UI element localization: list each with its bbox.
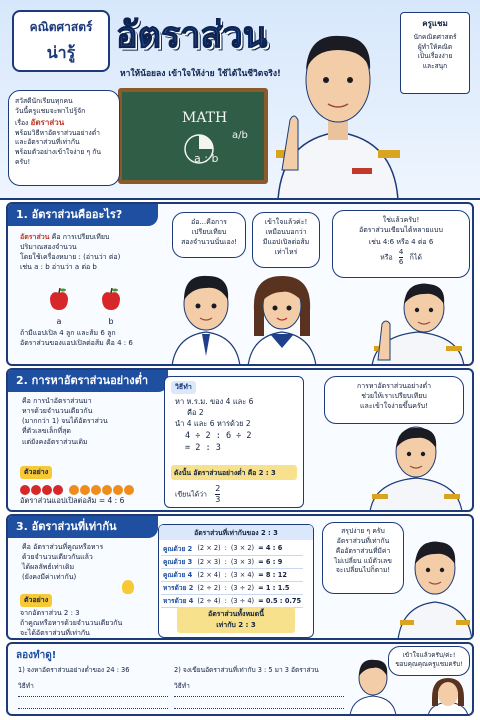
orange-icon [124, 485, 134, 495]
board-formula-2: a/b [232, 130, 248, 141]
s2-step-3: นำ 4 และ 6 หารด้วย 2 [175, 418, 251, 428]
intro-line-4: พร้อมวิธีหาอัตราส่วนอย่างต่ำ [15, 128, 100, 137]
s3-example-tag: ตัวอย่าง [20, 594, 52, 607]
s1-teacher-bubble [332, 210, 470, 278]
ratio-op-cell: หารด้วย 2 [163, 584, 194, 592]
kids-girl-illustration [426, 676, 470, 716]
s2-teacher-illustration [364, 424, 468, 512]
s2-def-1: คือ การนำอัตราส่วนมา [22, 397, 92, 405]
intro-line-2: วันนี้ครูแชมจะพาไปรู้จัก [15, 106, 86, 115]
colon-cell: : [224, 557, 227, 566]
s2-def-2: หารด้วยจำนวนเดียวกัน [22, 407, 93, 416]
s1-example: เช่น a : b อ่านว่า a ต่อ b [20, 263, 97, 272]
intro-line-3: เรื่อง [15, 118, 29, 127]
ratio-op-cell: คูณด้วย 4 [163, 571, 193, 579]
s3-teacher-bubble-3: คืออัตราส่วนที่มีค่า [335, 546, 391, 555]
section-2-panel [6, 368, 474, 512]
s2-method-tag: วิธีทำ [171, 381, 196, 394]
intro-bubble [8, 90, 120, 186]
s3-summary [177, 607, 295, 633]
s1-teacher-illustration [368, 280, 468, 366]
fraction-numerator: 4 [398, 248, 404, 257]
section-1-panel [6, 202, 474, 366]
s1-teacher-bubble-2: อัตราส่วนเขียนได้หลายแบบ [359, 226, 443, 235]
label-a: a [56, 317, 62, 326]
ratio-left-cell: (2 × 3) [197, 557, 221, 566]
s3-teacher-illustration [396, 528, 474, 640]
orange-icon [102, 485, 112, 495]
intro-line-5: และอัตราส่วนที่เท่ากัน [15, 138, 80, 147]
answer-line-1b[interactable] [18, 708, 168, 709]
s3-table-box [158, 524, 314, 638]
s3-ex-3: จะได้อัตราส่วนที่เท่ากัน [20, 629, 90, 638]
s1-girl-bubble-3: มีแอปเปิลต่อส้ม [262, 238, 310, 247]
colon-cell: : [224, 544, 227, 553]
teacher-desc-2: เป็นเรื่องง่าย [417, 52, 453, 61]
s3-table-title: อัตราส่วนที่เท่ากันของ 2 : 3 [159, 525, 313, 540]
s1-teacher-ex-2-pre: หรือ [380, 253, 393, 262]
student-boy-illustration [168, 266, 244, 366]
s3-teacher-bubble-5: จะเปลี่ยนไปก็ตาม! [335, 566, 391, 575]
lightbulb-icon [122, 580, 134, 594]
section-1-title: 1. อัตราส่วนคืออะไร? [8, 204, 158, 226]
s2-steps [175, 397, 299, 454]
ratio-result-cell: = 4 : 6 [258, 544, 283, 553]
s3-example [20, 608, 160, 638]
colon-cell: : [224, 570, 227, 579]
teacher-name: ครูแชม [422, 19, 448, 28]
s1-def-3: โดยใช้เครื่องหมาย : (อ่านว่า ต่อ) [20, 253, 121, 262]
apple-icon [53, 485, 63, 495]
equivalent-ratio-table [161, 542, 303, 608]
s1-definition [20, 232, 160, 273]
s3-def-3: ได้ผลลัพธ์เท่าเดิม [22, 563, 75, 572]
s2-example-result: อัตราส่วนแอปเปิลต่อส้ม = 4 : 6 [20, 496, 125, 505]
s2-fraction-label: เขียนได้ว่า [175, 490, 207, 499]
chalkboard [118, 88, 268, 184]
ratio-result-cell: = 8 : 12 [258, 570, 287, 579]
s1-apple-ex-2: อัตราส่วนของแอปเปิลต่อส้ม คือ 4 : 6 [20, 339, 133, 348]
s1-def-2: ปริมาณสองจำนวน [20, 243, 77, 252]
kids-illustration [348, 652, 398, 716]
ratio-op-cell: คูณด้วย 2 [163, 544, 193, 553]
ratio-right-cell: (3 ÷ 2) [230, 583, 255, 592]
section-2-title: 2. การหาอัตราส่วนอย่างต่ำ [8, 370, 168, 392]
intro-topic: อัตราส่วน [30, 117, 65, 127]
ratio-result-cell: = 0.5 : 0.75 [258, 596, 302, 605]
ratio-left-cell: (2 × 2) [197, 544, 221, 553]
s1-boy-bubble-1: อ๋อ...คือการ [191, 218, 227, 226]
orange-icon [80, 485, 90, 495]
colon-cell: : [224, 596, 227, 605]
s1-girl-bubble-4: เท่าไหร่ [274, 248, 298, 257]
s3-summary-1: อัตราส่วนทั้งหมดนี้ [207, 610, 265, 618]
page-title: อัตราส่วน [116, 15, 268, 56]
kids-bubble-2: ขอบคุณคุณครูแชมครับ! [395, 660, 463, 669]
teacher-desc-3: และสนุก [422, 61, 448, 70]
practice-method-2: วิธีทำ [174, 682, 190, 690]
ratio-left-cell: (2 ÷ 2) [197, 583, 221, 592]
practice-q1: 1) จงหาอัตราส่วนอย่างต่ำของ 24 : 36 [18, 666, 130, 674]
answer-line-1a[interactable] [18, 696, 168, 697]
ratio-right-cell: (3 × 3) [230, 557, 255, 566]
s2-def-4: ที่ตัวเลขเล็กที่สุด [22, 427, 71, 436]
s2-lowest-ratio: ดังนั้น อัตราส่วนอย่างต่ำ คือ 2 : 3 [171, 465, 297, 480]
s2-teacher-bubble-1: การหาอัตราส่วนอย่างต่ำ [356, 382, 432, 390]
teacher-info-box [400, 12, 470, 94]
teacher-role: นักคณิตศาสตร์ [413, 33, 457, 41]
apple-a [48, 288, 70, 328]
teacher-desc-1: ผู้ทำให้คณิต [417, 42, 453, 51]
colon-cell: : [224, 583, 227, 592]
apple-icon [48, 288, 70, 312]
apple-icon [31, 485, 41, 495]
s1-boy-bubble [172, 212, 246, 258]
s2-step-4: 4 ÷ 2 : 6 ÷ 2 [185, 430, 252, 441]
s3-teacher-bubble-2: อัตราส่วนที่เท่ากัน [336, 536, 390, 545]
s3-ex-1: จากอัตราส่วน 2 : 3 [20, 609, 80, 617]
ratio-right-cell: (3 × 4) [230, 570, 255, 579]
s1-term: อัตราส่วน [20, 233, 50, 241]
s3-definition [22, 542, 146, 583]
s2-fraction [215, 485, 220, 504]
s3-def-2: ด้วยจำนวนเดียวกันแล้ว [22, 553, 93, 562]
s2-teacher-bubble-3: และเข้าใจง่ายขึ้นครับ! [360, 402, 428, 411]
orange-icon [69, 485, 79, 495]
table-row [161, 555, 303, 568]
badge-line-2: น่ารู้ [46, 43, 76, 62]
answer-line-2a[interactable] [174, 696, 344, 697]
table-row [161, 542, 303, 555]
s3-def-1: คือ อัตราส่วนที่คูณหรือหาร [22, 543, 104, 551]
label-b: b [108, 317, 114, 326]
badge-line-1: คณิตศาสตร์ [29, 20, 93, 34]
fraction-numerator: 2 [215, 484, 221, 493]
practice-q2: 2) จงเขียนอัตราส่วนที่เท่ากับ 3 : 5 มา 3 อัตราส่วน [174, 666, 319, 674]
s1-girl-bubble [252, 212, 320, 268]
ratio-left-cell: (2 ÷ 4) [197, 596, 221, 605]
s2-teacher-bubble-2: ช่วยให้เราเปรียบเทียบ [361, 392, 427, 401]
apple-icon [100, 288, 122, 312]
s2-method-box [164, 376, 304, 508]
s2-fraction-row [175, 485, 220, 504]
practice-title: ลองทำดู! [16, 650, 57, 661]
table-row [161, 568, 303, 581]
s1-girl-bubble-1: เข้าใจแล้วค่ะ! [264, 218, 308, 226]
table-row [161, 581, 303, 594]
s3-ex-2: ถ้าคูณหรือหารด้วยจำนวนเดียวกัน [20, 619, 123, 628]
s3-teacher-bubble-4: ไม่เปลี่ยน แม้ตัวเลข [334, 556, 392, 565]
fraction-denominator: 3 [215, 495, 221, 504]
s1-teacher-ex-2-post: ก็ได้ [409, 253, 422, 262]
s3-def-4: (ยังคงมีค่าเท่ากัน) [22, 573, 77, 582]
orange-icon [113, 485, 123, 495]
s2-def-3: (มากกว่า 1) จนได้อัตราส่วน [22, 417, 108, 426]
header-banner [0, 0, 480, 200]
student-girl-illustration [244, 270, 320, 366]
s2-teacher-bubble [324, 376, 464, 424]
board-math-text: MATH [182, 110, 228, 126]
ratio-result-cell: = 1 : 1.5 [258, 583, 290, 592]
s2-step-1: หา ห.ร.ม. ของ 4 และ 6 [175, 397, 254, 406]
apple-icon [20, 485, 30, 495]
ratio-right-cell: (3 ÷ 4) [230, 596, 255, 605]
s1-boy-bubble-3: สองจำนวนนั่นเอง! [181, 238, 237, 247]
practice-method-1: วิธีทำ [18, 682, 34, 690]
kids-bubble [388, 646, 470, 676]
section-3-panel [6, 514, 474, 640]
section-3-title: 3. อัตราส่วนที่เท่ากัน [8, 516, 158, 538]
topic-badge [12, 10, 110, 72]
s3-teacher-bubble-1: สรุปง่าย ๆ ครับ [341, 527, 385, 535]
ratio-right-cell: (3 × 2) [230, 544, 255, 553]
board-pie-drawing [182, 132, 219, 166]
s1-teacher-bubble-1: ใช่แล้วครับ! [382, 216, 420, 224]
ratio-op-cell: คูณด้วย 3 [163, 558, 193, 566]
ratio-left-cell: (2 × 4) [197, 570, 221, 579]
board-formula-1: a : b [194, 152, 219, 165]
s3-summary-2: เท่ากับ 2 : 3 [216, 621, 256, 629]
ratio-op-cell: หารด้วย 4 [163, 597, 194, 605]
table-row [161, 594, 303, 607]
s1-def-1: คือ การเปรียบเทียบ [51, 233, 110, 241]
s1-girl-bubble-2: เหมือนบอกว่า [265, 228, 307, 237]
orange-icon [91, 485, 101, 495]
ratio-result-cell: = 6 : 9 [258, 557, 283, 566]
teacher-illustration [268, 20, 408, 200]
intro-line-1: สวัสดีนักเรียนทุกคน [15, 97, 73, 105]
s1-teacher-fraction [399, 249, 403, 266]
intro-line-6: พร้อมตัวอย่างเข้าใจง่าย ๆ กันครับ! [15, 148, 102, 167]
s2-step-5: = 2 : 3 [185, 442, 221, 453]
apple-b [100, 288, 122, 328]
s3-teacher-bubble [322, 522, 404, 594]
s1-apple-ex-1: ถ้ามีแอปเปิล 4 ลูก และส้ม 6 ลูก [20, 329, 116, 337]
s1-teacher-ex-1: เช่น 4:6 หรือ 4 ต่อ 6 [368, 238, 434, 247]
answer-line-2b[interactable] [174, 708, 344, 709]
apple-icon [42, 485, 52, 495]
s2-example-tag: ตัวอย่าง [20, 466, 52, 479]
page-subtitle: หาให้น้อยลง เข้าใจให้ง่าย ใช้ได้ในชีวิตจริง! [120, 69, 281, 79]
s2-def-5: แต่ยังคงอัตราส่วนเดิม [22, 437, 88, 446]
practice-panel [6, 642, 474, 716]
s2-step-2: คือ 2 [187, 407, 204, 417]
s1-boy-bubble-2: เปรียบเทียบ [191, 228, 227, 237]
fraction-denominator: 6 [398, 258, 404, 267]
s2-definition [22, 396, 152, 447]
s1-apple-example [20, 328, 170, 348]
kids-bubble-1: เข้าใจแล้วครับ/ค่ะ! [402, 651, 456, 659]
